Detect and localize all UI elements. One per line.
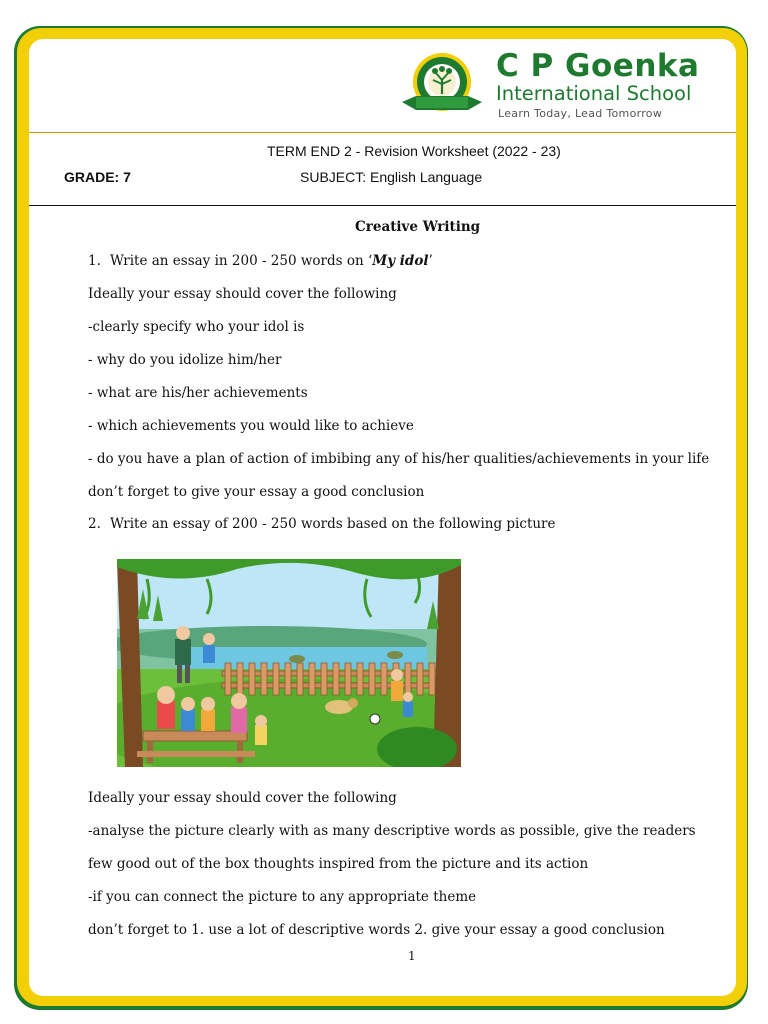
school-crest-logo <box>400 50 484 120</box>
instruction-line: - why do you idolize him/her <box>88 352 282 368</box>
school-subtitle: International School <box>496 82 692 105</box>
question-1 <box>88 253 433 269</box>
question-text: Write an essay in 200 - 250 words on ‘ <box>110 253 373 269</box>
instruction-line: don’t forget to 1. use a lot of descriptive words 2. give your essay a good conclusion <box>88 922 665 938</box>
instruction-line: Ideally your essay should cover the following <box>88 286 397 302</box>
subject-label: SUBJECT: English Language <box>300 169 483 185</box>
question-topic: My idol <box>372 253 429 269</box>
question-number: 1. <box>88 253 101 269</box>
instruction-line: -analyse the picture clearly with as many descriptive words as possible, give the readers <box>88 823 696 839</box>
grade-label: GRADE: 7 <box>64 169 131 185</box>
question-text: Write an essay of 200 - 250 words based on the following picture <box>110 516 556 532</box>
question-text-end: ’ <box>428 253 433 269</box>
instruction-line: - which achievements you would like to achieve <box>88 418 414 434</box>
page-number: 1 <box>408 949 416 963</box>
worksheet-title: TERM END 2 - Revision Worksheet (2022 - 23) <box>267 143 561 159</box>
info-divider <box>29 205 736 206</box>
instruction-line: Ideally your essay should cover the following <box>88 790 397 806</box>
instruction-line: - do you have a plan of action of imbibing any of his/her qualities/achievements in your life <box>88 451 710 467</box>
instruction-line: - what are his/her achievements <box>88 385 308 401</box>
question-2 <box>88 516 556 532</box>
instruction-line: few good out of the box thoughts inspired from the picture and its action <box>88 856 589 872</box>
instruction-line: don’t forget to give your essay a good conclusion <box>88 484 425 500</box>
school-tagline: Learn Today, Lead Tomorrow <box>498 107 663 120</box>
instruction-line: -if you can connect the picture to any appropriate theme <box>88 889 477 905</box>
instruction-line: -clearly specify who your idol is <box>88 319 305 335</box>
picnic-scene-picture <box>117 559 461 767</box>
section-heading: Creative Writing <box>355 219 481 235</box>
school-name: C P Goenka <box>496 48 700 84</box>
header-divider <box>29 132 736 133</box>
question-number: 2. <box>88 516 101 532</box>
